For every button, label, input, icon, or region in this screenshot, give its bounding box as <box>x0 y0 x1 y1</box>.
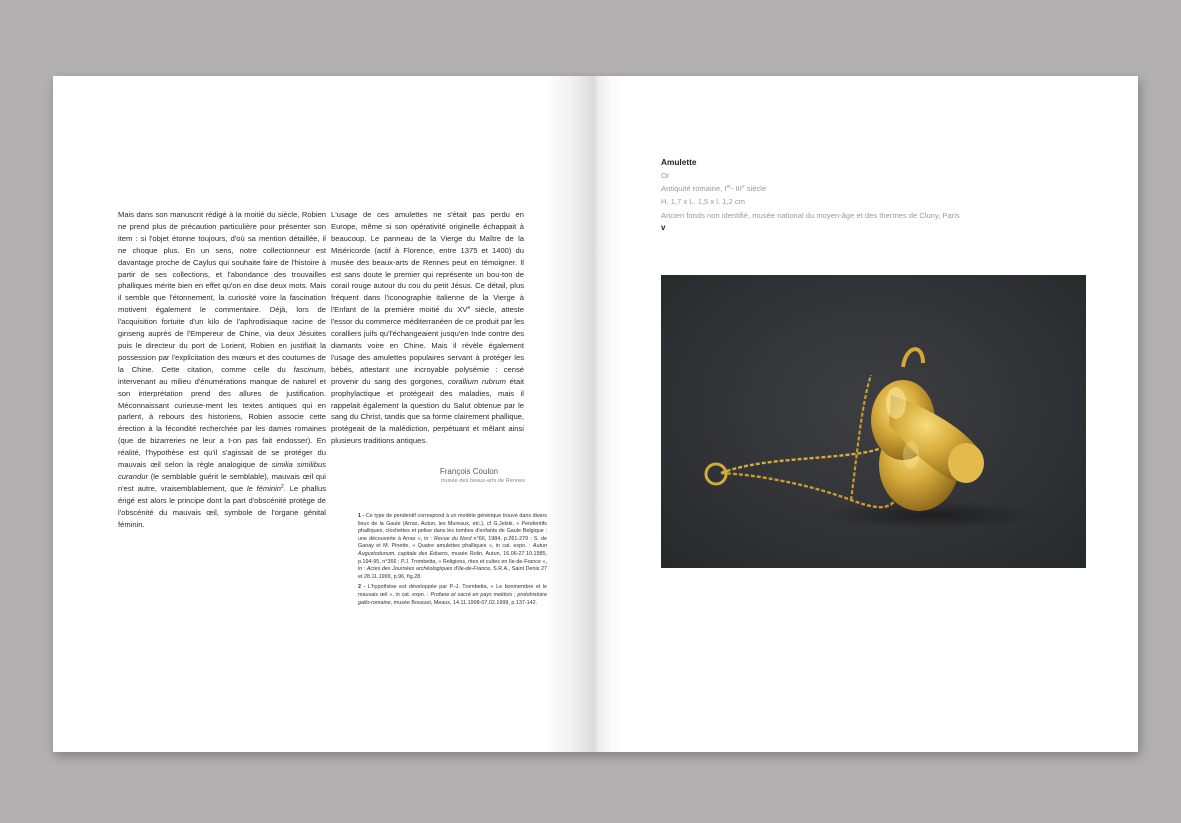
text-italic: Revue du Nord <box>434 535 472 542</box>
text-segment: Ce type de pendentif correspond à un modèle générique trouvé dans divers lieux de la Gaule (Arras, Autun, les Mureaux, etc.), cf G.Jelski, « Pendentifs phalliques, clochettes et pelise dans les tombes d'enfants de Gaule Belgique : une découverte à Arras », in : <box>358 513 547 542</box>
superscript: e <box>741 184 745 191</box>
text-segment: - III <box>730 184 742 194</box>
text-segment: L'hypothèse est développée par P.-J. Trombetta, « Le bonmembre et le mauvais œil », in cat. expo. : <box>358 584 547 598</box>
text-italic: Profane et sacré en pays meldois ; protohistoire gallo-romaine <box>358 591 547 606</box>
text-segment: . Le phallus érigé est alors le principe dont la part d'obscénité protège de l'obscénité du mauvais œil, symbole de l'organe génital féminin. <box>118 483 326 529</box>
amulet-tip <box>948 443 984 483</box>
superscript: e <box>467 305 471 312</box>
footnote-number: 1 - <box>358 513 365 519</box>
text-segment: , musée Rolin, Autun, 16.06-27.10.1985, p.194-95, n°366 ; P.J. Trombetta, « Religions, rites et cultes en Ile-de-France », in : <box>358 550 548 573</box>
footnote <box>358 584 547 607</box>
text-italic: fascinum <box>293 364 324 374</box>
text-segment: (le semblable guérit le semblable), mauvais œil qui n'est autre, vraisemblablement, que <box>118 471 326 493</box>
gold-amulet-illustration <box>661 275 1086 568</box>
superscript: er <box>726 184 731 191</box>
chain-side <box>851 375 871 500</box>
footnotes <box>358 513 547 610</box>
text-segment: n°66, 1984, p.261-279 ; S. de Ganay et M. Pinette, « Quatre amulettes phalliques », in cat. expo. : <box>358 535 547 550</box>
text-italic: le féminin <box>246 483 282 493</box>
right-page <box>593 76 1138 752</box>
author-affiliation: musée des beaux-arts de Rennes <box>441 478 525 484</box>
text-segment: était prophylactique et protégeait des maladies, mais il rappelait également la question du Salut obtenue par le sang du Christ, tandis que sa forme clairement phallique, protégeait de la malédiction, perpétuant et mêlant ainsi plusieurs traditions antiques. <box>331 376 525 446</box>
caption-provenance: Ancien fonds non identifié, musée national du moyen-âge et des thermes de Cluny, Paris <box>661 210 960 220</box>
artwork-caption <box>661 156 1081 234</box>
text-column-left <box>118 209 326 530</box>
chain-lower <box>721 473 901 507</box>
caption-dimensions: H. 1,7 x L. 1,5 x l. 1,2 cm <box>661 197 745 207</box>
text-segment: , musée Bossuet, Meaux, 14.11.1998-07.02.1999, p.137-142. <box>390 599 538 606</box>
amulet-photo <box>661 275 1086 568</box>
text-italic: Actes des Journées archéologiques d'Ile-de-France <box>366 566 491 573</box>
text-segment: Mais dans son manuscrit rédigé à la moitié du siècle, Robien ne prend plus de précaution particulière pour présenter son item : si l'objet étonne toujours, d'où sa mention détaillée, il ne choque plus. En un sens, notre collectionneur est davantage proche de Caylus qui souhaite faire de l'histoire à partir de ses collections, et l'abondance des trouvailles phalliques mérite bien en effet qu'on en dise deux mots. Mais il semble que l'étonnement, la curiosité voire la fascination motivent également le commentaire. Déjà, lors de l'acquisition fortuite d'un kilo de l'aphrodisiaque racine de ginseng auprès de l'Empereur de Chine, via deux Jésuites puis le directeur du port de Lorient, Robien en justifiait la possession par l'explicitation des mœurs et des coutumes de la Chine. Cette citation, comme celle du <box>118 210 326 374</box>
author-signature <box>413 466 525 485</box>
text-italic: Autun Augustodunum, capitale des Éduens <box>358 543 547 557</box>
text-segment: L'usage de ces amulettes ne s'était pas perdu en Europe, même si son opérativité originelle échappait à beaucoup. Le panneau de la Vierge du Maître de la Miséricorde (actif à Florence, entre 1375 et 1400) du musée des beaux-arts de Rennes peut en témoigner. Il est sans doute le premier qui représente un bou-ton de corail rouge autour du cou du petit Jésus. Ce détail, plus fréquent dans l'iconographie italienne de la Vierge à l'Enfant de la première moitié du XV <box>331 210 524 315</box>
text-segment: Antiquité romaine, I <box>661 184 727 194</box>
text-segment: siècle <box>744 184 767 194</box>
caption-arrow-icon: v <box>661 222 666 232</box>
caption-title: Amulette <box>661 157 697 167</box>
suspension-loop <box>903 349 923 367</box>
text-segment: siècle, atteste l'essor du commerce méditerranéen de ce produit par les coralliers juifs qu'l'échangeaient jusqu'en Inde contre des diamants voire en Chine. Mais il révèle également l'usage des amulettes populaires servant à protéger les bébés, attestant une incroyable polysémie : censé provenir du sang des gorgones, <box>331 305 524 386</box>
text-italic: corallium rubrum <box>447 376 506 386</box>
text-column-right <box>331 209 524 447</box>
left-page <box>53 76 593 752</box>
footnote-ref: 2 <box>281 483 284 490</box>
text-segment: , intervenant au milieu d'énumérations manque de naturel et son interprétation prend des allures de justification. Méconnaissant curieuse-ment les textes antiques qui en parlent, à rebours des historiens, Robien associe cette érection à la fécondité recherchée par les dames romaines (que de bizarreries ne leur a t-on pas fait endosser). En réalité, l'hypothèse est qu'il s'agissait de se protéger du mauvais œil selon la règle analogique de <box>118 364 326 470</box>
footnote-number: 2 - <box>358 584 366 591</box>
open-book <box>53 76 1138 752</box>
caption-material: Or <box>661 171 670 180</box>
author-name: François Coulon <box>439 467 499 476</box>
caption-period <box>661 182 1081 195</box>
highlight <box>886 387 906 419</box>
highlight <box>903 441 919 469</box>
text-italic: similia similibus curandur <box>118 460 326 481</box>
footnote <box>358 513 547 581</box>
text-segment: , S.R.A., Saint Denis 27 et 28.11.1999, p.96, fig.28. <box>358 566 547 580</box>
